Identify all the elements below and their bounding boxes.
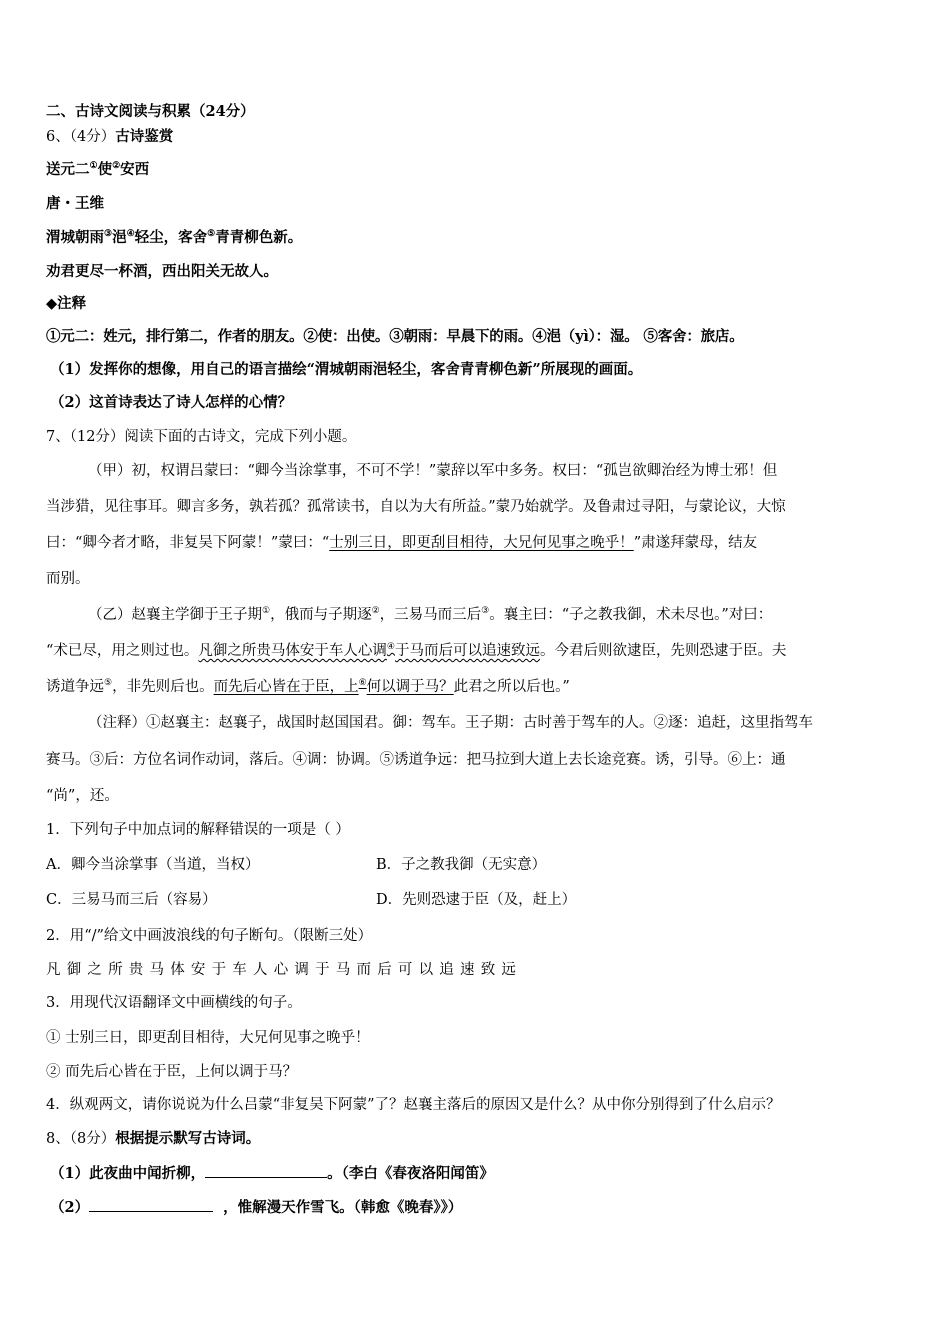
q7-intro: 7、（12分）阅读下面的古诗文，完成下列小题。 <box>46 429 357 445</box>
poem-text: 渭城朝雨 <box>46 229 104 246</box>
passage-yi-line <box>46 641 787 661</box>
option-row <box>46 890 577 910</box>
q7-sub-question-2: 2．用“/”给文中画波浪线的句子断句。（限断三处） <box>46 928 373 944</box>
poem-title-part: 送元二 <box>46 161 90 178</box>
passage-jia-line: 当涉猎，见往事耳。卿言多务，孰若孤？孤常读书，自以为大有所益。”蒙乃始就学。及鲁肃过寻阳，与蒙论议，大惊 <box>46 499 786 515</box>
answer-blank[interactable] <box>205 1163 327 1178</box>
footnote-marker: ⑤ <box>207 229 216 240</box>
option-c: C．三易马而三后（容易） <box>46 892 217 908</box>
passage-text: 。襄主曰：“子之教我御，术未尽也。”对曰： <box>489 607 773 623</box>
passage-text: ，俄而与子期逐 <box>270 607 372 623</box>
option-a: A．卿今当涂掌事（当道，当权） <box>46 857 260 873</box>
q8-line-1 <box>50 1163 494 1184</box>
passage-jia-line: 而别。 <box>46 571 90 587</box>
poem-text: 青青柳色新。 <box>215 229 303 246</box>
option-d: D．先则恐逮于臣（及，赶上） <box>376 892 577 908</box>
footnote-marker: ③ <box>104 229 113 240</box>
poem-text: 轻尘，客舍 <box>134 229 208 246</box>
poem-author: 唐・王维 <box>46 195 104 212</box>
footnote-marker: ① <box>89 161 98 172</box>
passage-jia-line <box>46 533 757 553</box>
poem-line-2: 劝君更尽一杯酒，西出阳关无故人。 <box>46 263 278 280</box>
q8-label: 根据提示默写古诗词。 <box>115 1130 261 1147</box>
passage-text: ，非先则后也。 <box>112 679 214 695</box>
q8-text: （1）此夜曲中闻折柳， <box>50 1165 206 1182</box>
q7-sub-question-3: 3．用现代汉语翻译文中画横线的句子。 <box>46 995 302 1011</box>
q8-number: 8、（8分） <box>46 1131 116 1147</box>
passage-text: 此君之所以后也。” <box>453 679 570 695</box>
footnote-marker: ① <box>262 606 271 617</box>
q6-heading <box>46 127 173 147</box>
translate-item-2: ② 而先后心皆在于臣，上何以调于马？ <box>46 1064 298 1080</box>
footnote-marker: ② <box>371 606 380 617</box>
poem-title-part: 使 <box>97 161 113 178</box>
passage-text: 。今君后则欲逮臣，先则恐逮于臣。夫 <box>540 643 787 659</box>
passage-text: ”肃遂拜蒙母，结友 <box>633 535 758 551</box>
q8-line-2 <box>50 1197 462 1218</box>
underlined-sentence: 士别三日，即更刮目相待，大兄何见事之晚乎！ <box>329 535 634 551</box>
q6-sub-question-2: （2）这首诗表达了诗人怎样的心情？ <box>50 394 293 411</box>
passage-note-line: 赛马。③后：方位名词作动词，落后。④调：协调。⑤诱道争远：把马拉到大道上去长途竞赛。诱，引导。⑥上：通 <box>46 752 786 768</box>
footnote-marker: ④ <box>386 642 395 653</box>
answer-blank[interactable] <box>89 1197 213 1212</box>
section-title: 二、古诗文阅读与积累（24分） <box>46 103 255 120</box>
footnote-marker: ③ <box>481 606 490 617</box>
wavy-underlined-sentence: 凡御之所贵马体安于车人心调 <box>198 643 387 659</box>
passage-text: （乙）赵襄主学御于王子期 <box>88 607 262 623</box>
passage-text: “术已尽，用之则过也。 <box>46 643 199 659</box>
wavy-underlined-sentence: 于马而后可以追速致远 <box>395 643 540 659</box>
passage-yi-line <box>46 677 570 697</box>
notes-heading: ◆注释 <box>46 295 87 312</box>
q6-label: 古诗鉴赏 <box>115 128 174 145</box>
passage-text: 诱道争远 <box>46 679 104 695</box>
passage-text: ，三易马而三后 <box>379 607 482 623</box>
passage-yi-line <box>88 605 772 625</box>
translate-item-1: ① 士别三日，即更刮目相待，大兄何见事之晚乎！ <box>46 1030 370 1046</box>
poem-line-1 <box>46 228 302 248</box>
option-b: B．子之教我御（无实意） <box>376 857 547 873</box>
q8-text: （2） <box>50 1199 90 1216</box>
q6-number: 6、（4分） <box>46 129 116 145</box>
footnote-marker: ⑤ <box>104 678 113 689</box>
q8-text: 。（李白《春夜洛阳闻笛》 <box>327 1165 494 1182</box>
option-row <box>46 855 547 875</box>
sentence-to-punctuate: 凡御之所贵马体安于车人心调于马而后可以追速致远 <box>46 962 523 978</box>
poem-title-part: 安西 <box>120 161 150 178</box>
footnote-marker: ② <box>112 161 121 172</box>
poem-notes: ①元二：姓元，排行第二，作者的朋友。②使：出使。③朝雨：早晨下的雨。④浥（yì）：湿。 ⑤客舍：旅店。 <box>46 328 744 345</box>
q6-sub-question-1: （1）发挥你的想像，用自己的语言描绘“渭城朝雨浥轻尘，客舍青青柳色新”所展现的画面。 <box>50 361 643 378</box>
underlined-sentence: 何以调于马？ <box>366 679 454 695</box>
footnote-marker: ④ <box>126 229 135 240</box>
q8-heading <box>46 1129 260 1149</box>
q7-sub-question-4: 4．纵观两文，请你说说为什么吕蒙“非复吴下阿蒙”了？赵襄主落后的原因又是什么？从中你分别得到了什么启示？ <box>46 1097 781 1113</box>
underlined-sentence: 而先后心皆在于臣，上 <box>213 679 359 695</box>
q8-text: ，惟解漫天作雪飞。（韩愈《晚春》》） <box>223 1199 463 1216</box>
passage-text: 曰：“卿今者才略，非复吴下阿蒙！”蒙曰：“ <box>46 535 330 551</box>
passage-note-line: （注释）①赵襄主：赵襄子，战国时赵国国君。御：驾车。王子期：古时善于驾车的人。②逐：追赶，这里指驾车 <box>88 715 813 731</box>
footnote-marker: ⑥ <box>358 678 367 689</box>
passage-jia-line: （甲）初，权谓吕蒙曰：“卿今当涂掌事，不可不学！”蒙辞以军中多务。权曰：“孤岂欲卿治经为博士邪！但 <box>88 463 778 479</box>
poem-title <box>46 160 149 180</box>
passage-note-line: “尚”，还。 <box>46 788 119 804</box>
q7-sub-question-1: 1．下列句子中加点词的解释错误的一项是（ ） <box>46 822 350 838</box>
poem-text: 浥 <box>112 229 127 246</box>
